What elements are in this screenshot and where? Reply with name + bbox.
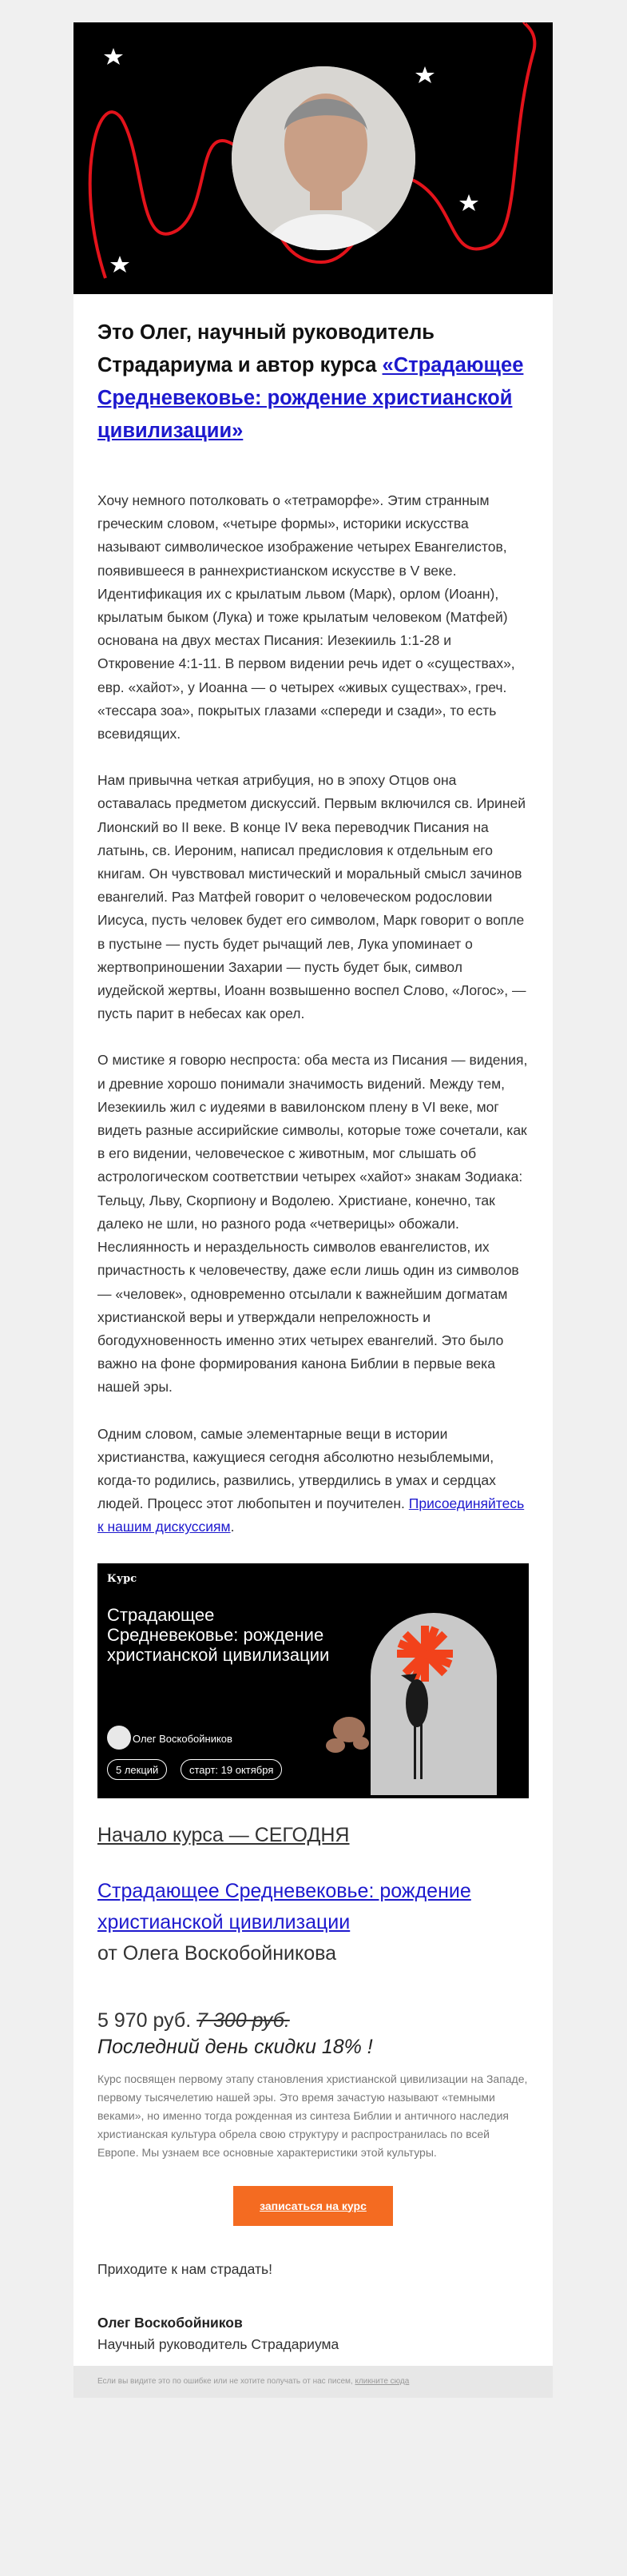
- course-start-text: Начало курса — СЕГОДНЯ: [97, 1823, 350, 1846]
- footer-text: Если вы видите это по ошибке или не хотите получать от нас писем,: [97, 2376, 355, 2386]
- hero-banner: [73, 22, 553, 294]
- creature-icon: [326, 1717, 369, 1753]
- invite-text: Приходите к нам страдать!: [97, 2260, 272, 2277]
- star-icon: [104, 48, 123, 65]
- star-icon: [415, 66, 435, 83]
- banner-author: Олег Воскобойников: [133, 1732, 232, 1745]
- banner-kurs-label: Курс: [107, 1572, 137, 1585]
- course-heading-link[interactable]: «Страдающее Средневековье: рождение христианской цивилизации»: [97, 354, 524, 442]
- discussions-link[interactable]: Присоединяйтесь к нашим дискуссиям: [97, 1495, 525, 1535]
- lectures-pill: 5 лекций: [107, 1759, 167, 1780]
- current-price: 5 970 руб.: [97, 2009, 192, 2032]
- course-description: Курс посвящен первому этапу становления христианской цивилизации на Западе, первому тысячелетию нашей эры. Это время зачастую называют «темными веками», но именно тогда рожденная из синтеза Библии и античного наследия христианская культура обрела свою структуру и распространилась по всей Европе. Мы узнаем все основные характеристики этой культуры.: [97, 2072, 528, 2159]
- paragraph: Хочу немного потолковать о «тетраморфе». Этим странным греческим словом, «четыре формы», историки искусства называют символическое изображение четырех Евангелистов, появившееся в раннехристианском искусстве в V веке. Идентификация их с крылатым львом (Марк), орлом (Иоанн), крылатым быком (Лука) и тоже крылатым человеком (Матфей) основана на двух местах Писания: Иезекииль 1:1-28 и Откровение 4:1-11. В первом видении речь идет о «существах», евр. «хайот», у Иоанна — о четырех «живых существах», греч. «тессара зоа», покрытых глазами «спереди и сзади», то есть всевидящих.: [97, 492, 515, 743]
- price-line: [97, 2009, 529, 2033]
- footer: [73, 2366, 553, 2398]
- course-banner[interactable]: [97, 1563, 529, 1798]
- start-date-pill: старт: 19 октября: [181, 1759, 282, 1780]
- discount-text: Последний день скидки 18% !: [97, 2035, 373, 2058]
- author-photo: [232, 66, 415, 250]
- paragraph-end: .: [230, 1519, 235, 1535]
- sun-icon: [397, 1626, 453, 1682]
- course-author: от Олега Воскобойникова: [97, 1941, 337, 1965]
- email-card: [73, 22, 553, 2398]
- course-link-block: [97, 1876, 529, 1938]
- bird-icon: [401, 1674, 428, 1779]
- banner-title: Страдающее Средневековье: рождение христианской цивилизации: [107, 1604, 330, 1665]
- paragraph-last: [97, 1423, 529, 1539]
- paragraph: Нам привычна четкая атрибуция, но в эпоху Отцов она оставалась предметом дискуссий. Первым включился св. Ириней Лионский во II веке. В конце IV века переводчик Писания на латынь, св. Иероним, написал предисловия к отдельным его книгам. Он чувствовал мистический и моральный смысл зачинов евангелий. Раз Матфей говорит о человеческом родословии Иисуса, пусть человек будет его символом, Марк говорит о вопле в пустыне — пусть будет рычащий лев, Лука упоминает о жертвоприношении Захарии — пусть будет бык, символ иудейской жертвы, Иоанн возвышенно воспел Слово, «Логос», — пусть парит в небесах как орел.: [97, 772, 526, 1022]
- old-price: 7 300 руб.: [196, 2009, 290, 2032]
- intro-heading-text: Это Олег, научный руководитель Страдариума и автор курса: [97, 321, 435, 376]
- course-title-link[interactable]: Страдающее Средневековье: рождение христианской цивилизации: [97, 1879, 471, 1933]
- signature-name: Олег Воскобойников: [97, 2314, 243, 2331]
- paragraph: О мистике я говорю неспроста: оба места из Писания — видения, и древние хорошо понимали значимость видений. Между тем, Иезекииль жил с иудеями в вавилонском плену в VI веке, мог видеть разные ассирийские символы, которые тоже сочетали, как в его видении, человеческое с животным, мог слышать об астрологическом соответствии четырех «хайот» знакам Зодиака: Тельцу, Льву, Скорпиону и Водолею. Христиане, конечно, так далеко не шли, но разного рода «четверицы» обожали. Неслиянность и нераздельность символов евангелистов, их причастность к человечеству, даже если лишь один из символов — «человек», одновременно отсылали к важнейшим догматам христианской веры и утверждали непреложность и богодухновенность именно этих четырех евангелий. Это было важно на фоне формирования канона Библии в первые века нашей эры.: [97, 1052, 528, 1395]
- star-icon: [459, 194, 478, 211]
- banner-illustration: [97, 1563, 529, 1798]
- paragraph-text: Одним словом, самые элементарные вещи в истории христианства, кажущиеся сегодня абсолютно незыблемыми, когда-то родились, развились, утвердились в умах и сердцах людей. Процесс этот любопытен и поучителен.: [97, 1425, 496, 1512]
- unsubscribe-link[interactable]: кликните сюда: [355, 2376, 410, 2386]
- signature-role: Научный руководитель Страдариума: [97, 2335, 339, 2352]
- star-icon: [110, 256, 129, 273]
- enroll-button[interactable]: записаться на курс: [233, 2186, 393, 2226]
- intro-heading: [97, 317, 529, 448]
